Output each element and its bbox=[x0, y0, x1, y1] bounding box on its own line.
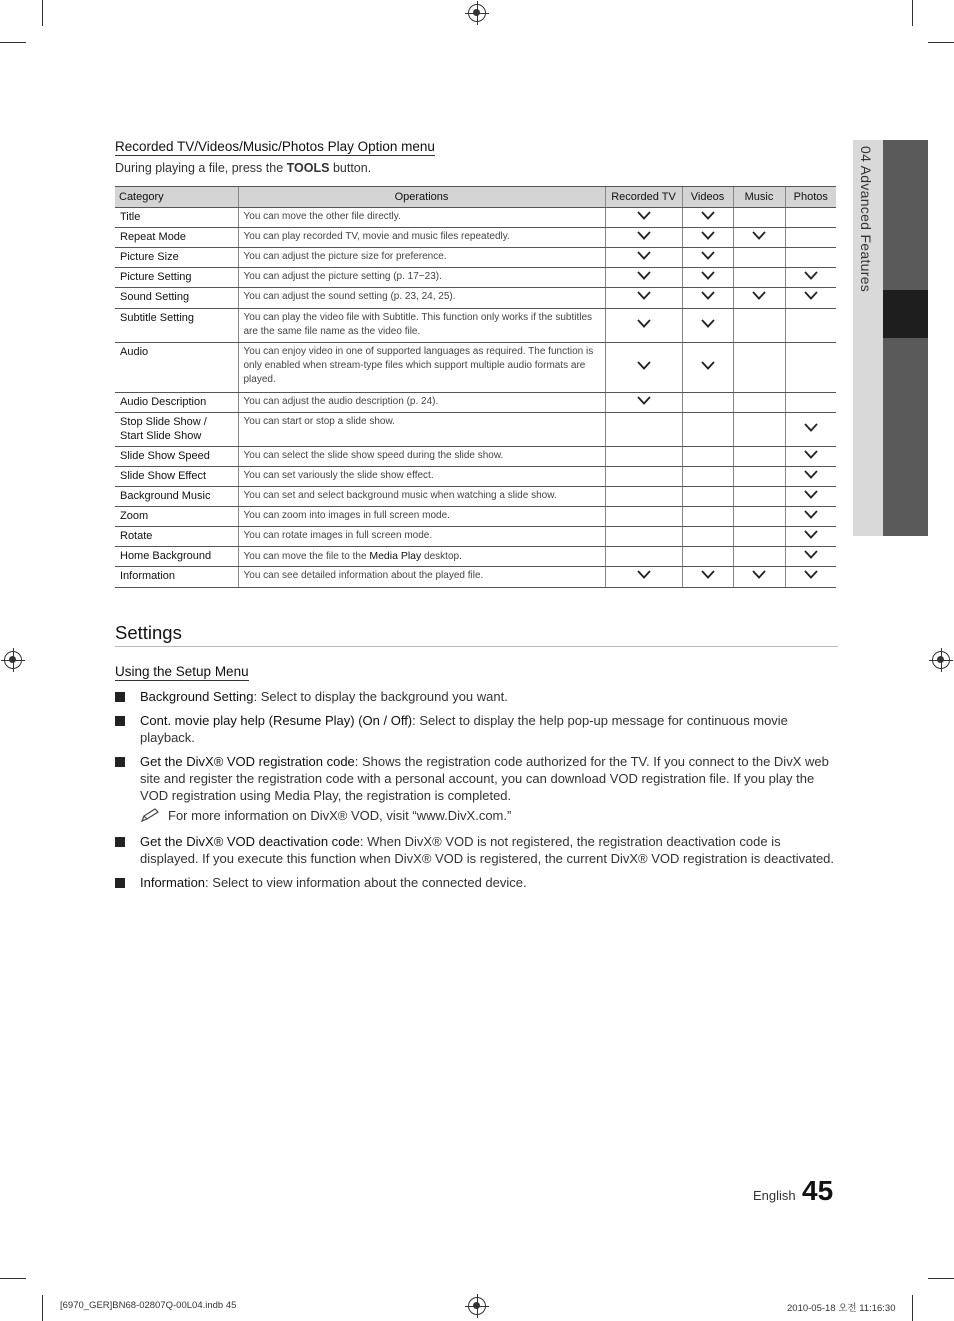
category-cell: Slide Show Speed bbox=[115, 447, 238, 467]
category-cell: Zoom bbox=[115, 507, 238, 527]
checkmark-icon bbox=[804, 450, 818, 459]
list-item: Information: Select to view information about the connected device. bbox=[115, 874, 838, 891]
checkmark-icon bbox=[804, 423, 818, 432]
bullet-square-icon bbox=[115, 878, 125, 888]
support-cell bbox=[785, 288, 836, 309]
support-cell bbox=[605, 228, 682, 248]
print-slug-date: 2010-05-18 오전 11:16:30 bbox=[787, 1303, 896, 1314]
operation-cell: You can set variously the slide show effect. bbox=[238, 467, 605, 487]
play-option-table bbox=[115, 186, 836, 588]
support-cell bbox=[605, 413, 682, 447]
column-header: Recorded TV bbox=[605, 187, 682, 208]
table-header-row bbox=[115, 187, 836, 208]
support-cell bbox=[785, 467, 836, 487]
support-cell bbox=[785, 268, 836, 288]
bullet-square-icon bbox=[115, 692, 125, 702]
support-cell bbox=[733, 228, 785, 248]
operation-cell: You can set and select background music when watching a slide show. bbox=[238, 487, 605, 507]
support-cell bbox=[605, 268, 682, 288]
checkmark-icon bbox=[804, 550, 818, 559]
checkmark-icon bbox=[804, 291, 818, 300]
category-cell: Slide Show Effect bbox=[115, 467, 238, 487]
category-cell: Stop Slide Show / Start Slide Show bbox=[115, 413, 238, 447]
support-cell bbox=[682, 393, 733, 413]
table-row bbox=[115, 467, 836, 487]
support-cell bbox=[785, 567, 836, 588]
support-cell bbox=[605, 208, 682, 228]
support-cell bbox=[605, 527, 682, 547]
support-cell bbox=[605, 447, 682, 467]
support-cell bbox=[605, 248, 682, 268]
operation-cell: You can adjust the picture size for preference. bbox=[238, 248, 605, 268]
support-cell bbox=[682, 507, 733, 527]
checkmark-icon bbox=[701, 211, 715, 220]
checkmark-icon bbox=[804, 530, 818, 539]
category-cell: Subtitle Setting bbox=[115, 309, 238, 343]
support-cell bbox=[733, 248, 785, 268]
table-row bbox=[115, 343, 836, 393]
play-option-heading: Recorded TV/Videos/Music/Photos Play Option menu bbox=[115, 139, 435, 154]
column-header: Videos bbox=[682, 187, 733, 208]
support-cell bbox=[733, 309, 785, 343]
checkmark-icon bbox=[637, 396, 651, 405]
support-cell bbox=[605, 343, 682, 393]
support-cell bbox=[785, 248, 836, 268]
column-header: Photos bbox=[785, 187, 836, 208]
support-cell bbox=[733, 527, 785, 547]
pencil-note-icon bbox=[140, 807, 160, 823]
category-cell: Home Background bbox=[115, 547, 238, 567]
table-row bbox=[115, 309, 836, 343]
support-cell bbox=[605, 467, 682, 487]
checkmark-icon bbox=[701, 291, 715, 300]
registration-mark-icon bbox=[468, 1297, 486, 1315]
operation-cell: You can rotate images in full screen mode. bbox=[238, 527, 605, 547]
support-cell bbox=[785, 393, 836, 413]
operation-cell: You can start or stop a slide show. bbox=[238, 413, 605, 447]
support-cell bbox=[785, 413, 836, 447]
support-cell bbox=[682, 447, 733, 467]
operation-cell: You can move the other file directly. bbox=[238, 208, 605, 228]
table-row bbox=[115, 393, 836, 413]
chapter-tab-bar bbox=[883, 140, 928, 536]
play-option-intro: During playing a file, press the TOOLS button. bbox=[115, 161, 372, 175]
operation-cell: You can select the slide show speed during the slide show. bbox=[238, 447, 605, 467]
support-cell bbox=[785, 547, 836, 567]
category-cell: Picture Setting bbox=[115, 268, 238, 288]
operation-cell: You can enjoy video in one of supported languages as required. The function is only enabled when stream-type files which support multiple audio formats are played. bbox=[238, 343, 605, 393]
footer-language: English bbox=[753, 1188, 796, 1203]
support-cell bbox=[605, 288, 682, 309]
table-row bbox=[115, 288, 836, 309]
support-cell bbox=[785, 507, 836, 527]
checkmark-icon bbox=[637, 291, 651, 300]
operation-cell: You can move the file to the Media Play desktop. bbox=[238, 547, 605, 567]
settings-divider bbox=[115, 646, 838, 647]
support-cell bbox=[733, 567, 785, 588]
operation-cell: You can adjust the sound setting (p. 23, 24, 25). bbox=[238, 288, 605, 309]
support-cell bbox=[733, 413, 785, 447]
category-cell: Rotate bbox=[115, 527, 238, 547]
setup-menu-subheading: Using the Setup Menu bbox=[115, 664, 249, 679]
support-cell bbox=[733, 288, 785, 309]
table-row bbox=[115, 248, 836, 268]
checkmark-icon bbox=[637, 251, 651, 260]
support-cell bbox=[682, 208, 733, 228]
table-row bbox=[115, 413, 836, 447]
checkmark-icon bbox=[701, 319, 715, 328]
bullet-square-icon bbox=[115, 757, 125, 767]
table-row bbox=[115, 447, 836, 467]
category-cell: Background Music bbox=[115, 487, 238, 507]
support-cell bbox=[605, 487, 682, 507]
support-cell bbox=[785, 228, 836, 248]
category-cell: Audio bbox=[115, 343, 238, 393]
settings-title: Settings bbox=[115, 622, 182, 643]
list-item: Get the DivX® VOD registration code: Shows the registration code authorized for the TV. If you connect to the DivX web site and register the registration code with a personal account, you can download VOD registration file. If you play the VOD registration using Media Play, the registration is completed. bbox=[115, 753, 838, 804]
bullet-square-icon bbox=[115, 837, 125, 847]
support-cell bbox=[605, 547, 682, 567]
support-cell bbox=[733, 487, 785, 507]
support-cell bbox=[682, 309, 733, 343]
support-cell bbox=[785, 487, 836, 507]
operation-cell: You can adjust the audio description (p. 24). bbox=[238, 393, 605, 413]
operation-cell: You can zoom into images in full screen mode. bbox=[238, 507, 605, 527]
support-cell bbox=[733, 467, 785, 487]
chapter-tab-label: 04 Advanced Features bbox=[858, 146, 874, 293]
category-cell: Picture Size bbox=[115, 248, 238, 268]
category-cell: Audio Description bbox=[115, 393, 238, 413]
checkmark-icon bbox=[752, 291, 766, 300]
support-cell bbox=[785, 309, 836, 343]
support-cell bbox=[682, 527, 733, 547]
table-row bbox=[115, 208, 836, 228]
registration-mark-icon bbox=[932, 651, 950, 669]
support-cell bbox=[733, 507, 785, 527]
list-item: Background Setting: Select to display the background you want. bbox=[115, 688, 838, 705]
support-cell bbox=[682, 547, 733, 567]
table-row bbox=[115, 527, 836, 547]
support-cell bbox=[733, 393, 785, 413]
checkmark-icon bbox=[701, 570, 715, 579]
support-cell bbox=[682, 228, 733, 248]
support-cell bbox=[682, 248, 733, 268]
support-cell bbox=[682, 467, 733, 487]
page-number: 45 bbox=[802, 1175, 834, 1206]
support-cell bbox=[785, 447, 836, 467]
support-cell bbox=[682, 288, 733, 309]
checkmark-icon bbox=[701, 271, 715, 280]
support-cell bbox=[682, 413, 733, 447]
checkmark-icon bbox=[637, 361, 651, 370]
support-cell bbox=[605, 309, 682, 343]
support-cell bbox=[733, 268, 785, 288]
support-cell bbox=[733, 447, 785, 467]
support-cell bbox=[733, 547, 785, 567]
table-row bbox=[115, 228, 836, 248]
support-cell bbox=[682, 487, 733, 507]
checkmark-icon bbox=[804, 570, 818, 579]
checkmark-icon bbox=[752, 570, 766, 579]
support-cell bbox=[785, 527, 836, 547]
list-item: Cont. movie play help (Resume Play) (On / Off): Select to display the help pop-up message for continuous movie playback. bbox=[115, 712, 838, 746]
divx-note: For more information on DivX® VOD, visit “www.DivX.com.” bbox=[140, 807, 511, 823]
support-cell bbox=[682, 567, 733, 588]
checkmark-icon bbox=[701, 231, 715, 240]
registration-mark-icon bbox=[4, 651, 22, 669]
checkmark-icon bbox=[637, 271, 651, 280]
list-item: Get the DivX® VOD deactivation code: When DivX® VOD is not registered, the registration deactivation code is displayed. If you execute this function when DivX® VOD is registered, the current DivX® VOD registration is deactivated. bbox=[115, 833, 838, 867]
tools-key: TOOLS bbox=[286, 161, 330, 175]
registration-mark-icon bbox=[468, 4, 486, 22]
checkmark-icon bbox=[701, 251, 715, 260]
support-cell bbox=[605, 567, 682, 588]
chapter-tab-marker bbox=[883, 290, 928, 338]
print-slug-file: [6970_GER]BN68-02807Q-00L04.indb 45 bbox=[60, 1300, 237, 1311]
checkmark-icon bbox=[804, 271, 818, 280]
checkmark-icon bbox=[637, 211, 651, 220]
checkmark-icon bbox=[804, 490, 818, 499]
support-cell bbox=[785, 208, 836, 228]
column-header: Operations bbox=[238, 187, 605, 208]
table-row bbox=[115, 487, 836, 507]
table-row bbox=[115, 268, 836, 288]
table-row bbox=[115, 567, 836, 588]
operation-cell: You can see detailed information about the played file. bbox=[238, 567, 605, 588]
operation-cell: You can adjust the picture setting (p. 17~23). bbox=[238, 268, 605, 288]
category-cell: Repeat Mode bbox=[115, 228, 238, 248]
checkmark-icon bbox=[804, 510, 818, 519]
support-cell bbox=[682, 268, 733, 288]
category-cell: Sound Setting bbox=[115, 288, 238, 309]
checkmark-icon bbox=[804, 470, 818, 479]
checkmark-icon bbox=[637, 570, 651, 579]
support-cell bbox=[733, 208, 785, 228]
category-cell: Title bbox=[115, 208, 238, 228]
support-cell bbox=[785, 343, 836, 393]
bullet-square-icon bbox=[115, 716, 125, 726]
operation-cell: You can play the video file with Subtitle. This function only works if the subtitles are the same file name as the video file. bbox=[238, 309, 605, 343]
checkmark-icon bbox=[637, 231, 651, 240]
operation-cell: You can play recorded TV, movie and music files repeatedly. bbox=[238, 228, 605, 248]
column-header: Category bbox=[115, 187, 238, 208]
checkmark-icon bbox=[637, 319, 651, 328]
column-header: Music bbox=[733, 187, 785, 208]
checkmark-icon bbox=[701, 361, 715, 370]
support-cell bbox=[682, 343, 733, 393]
support-cell bbox=[605, 507, 682, 527]
support-cell bbox=[605, 393, 682, 413]
table-row bbox=[115, 547, 836, 567]
support-cell bbox=[733, 343, 785, 393]
table-row bbox=[115, 507, 836, 527]
checkmark-icon bbox=[752, 231, 766, 240]
category-cell: Information bbox=[115, 567, 238, 588]
